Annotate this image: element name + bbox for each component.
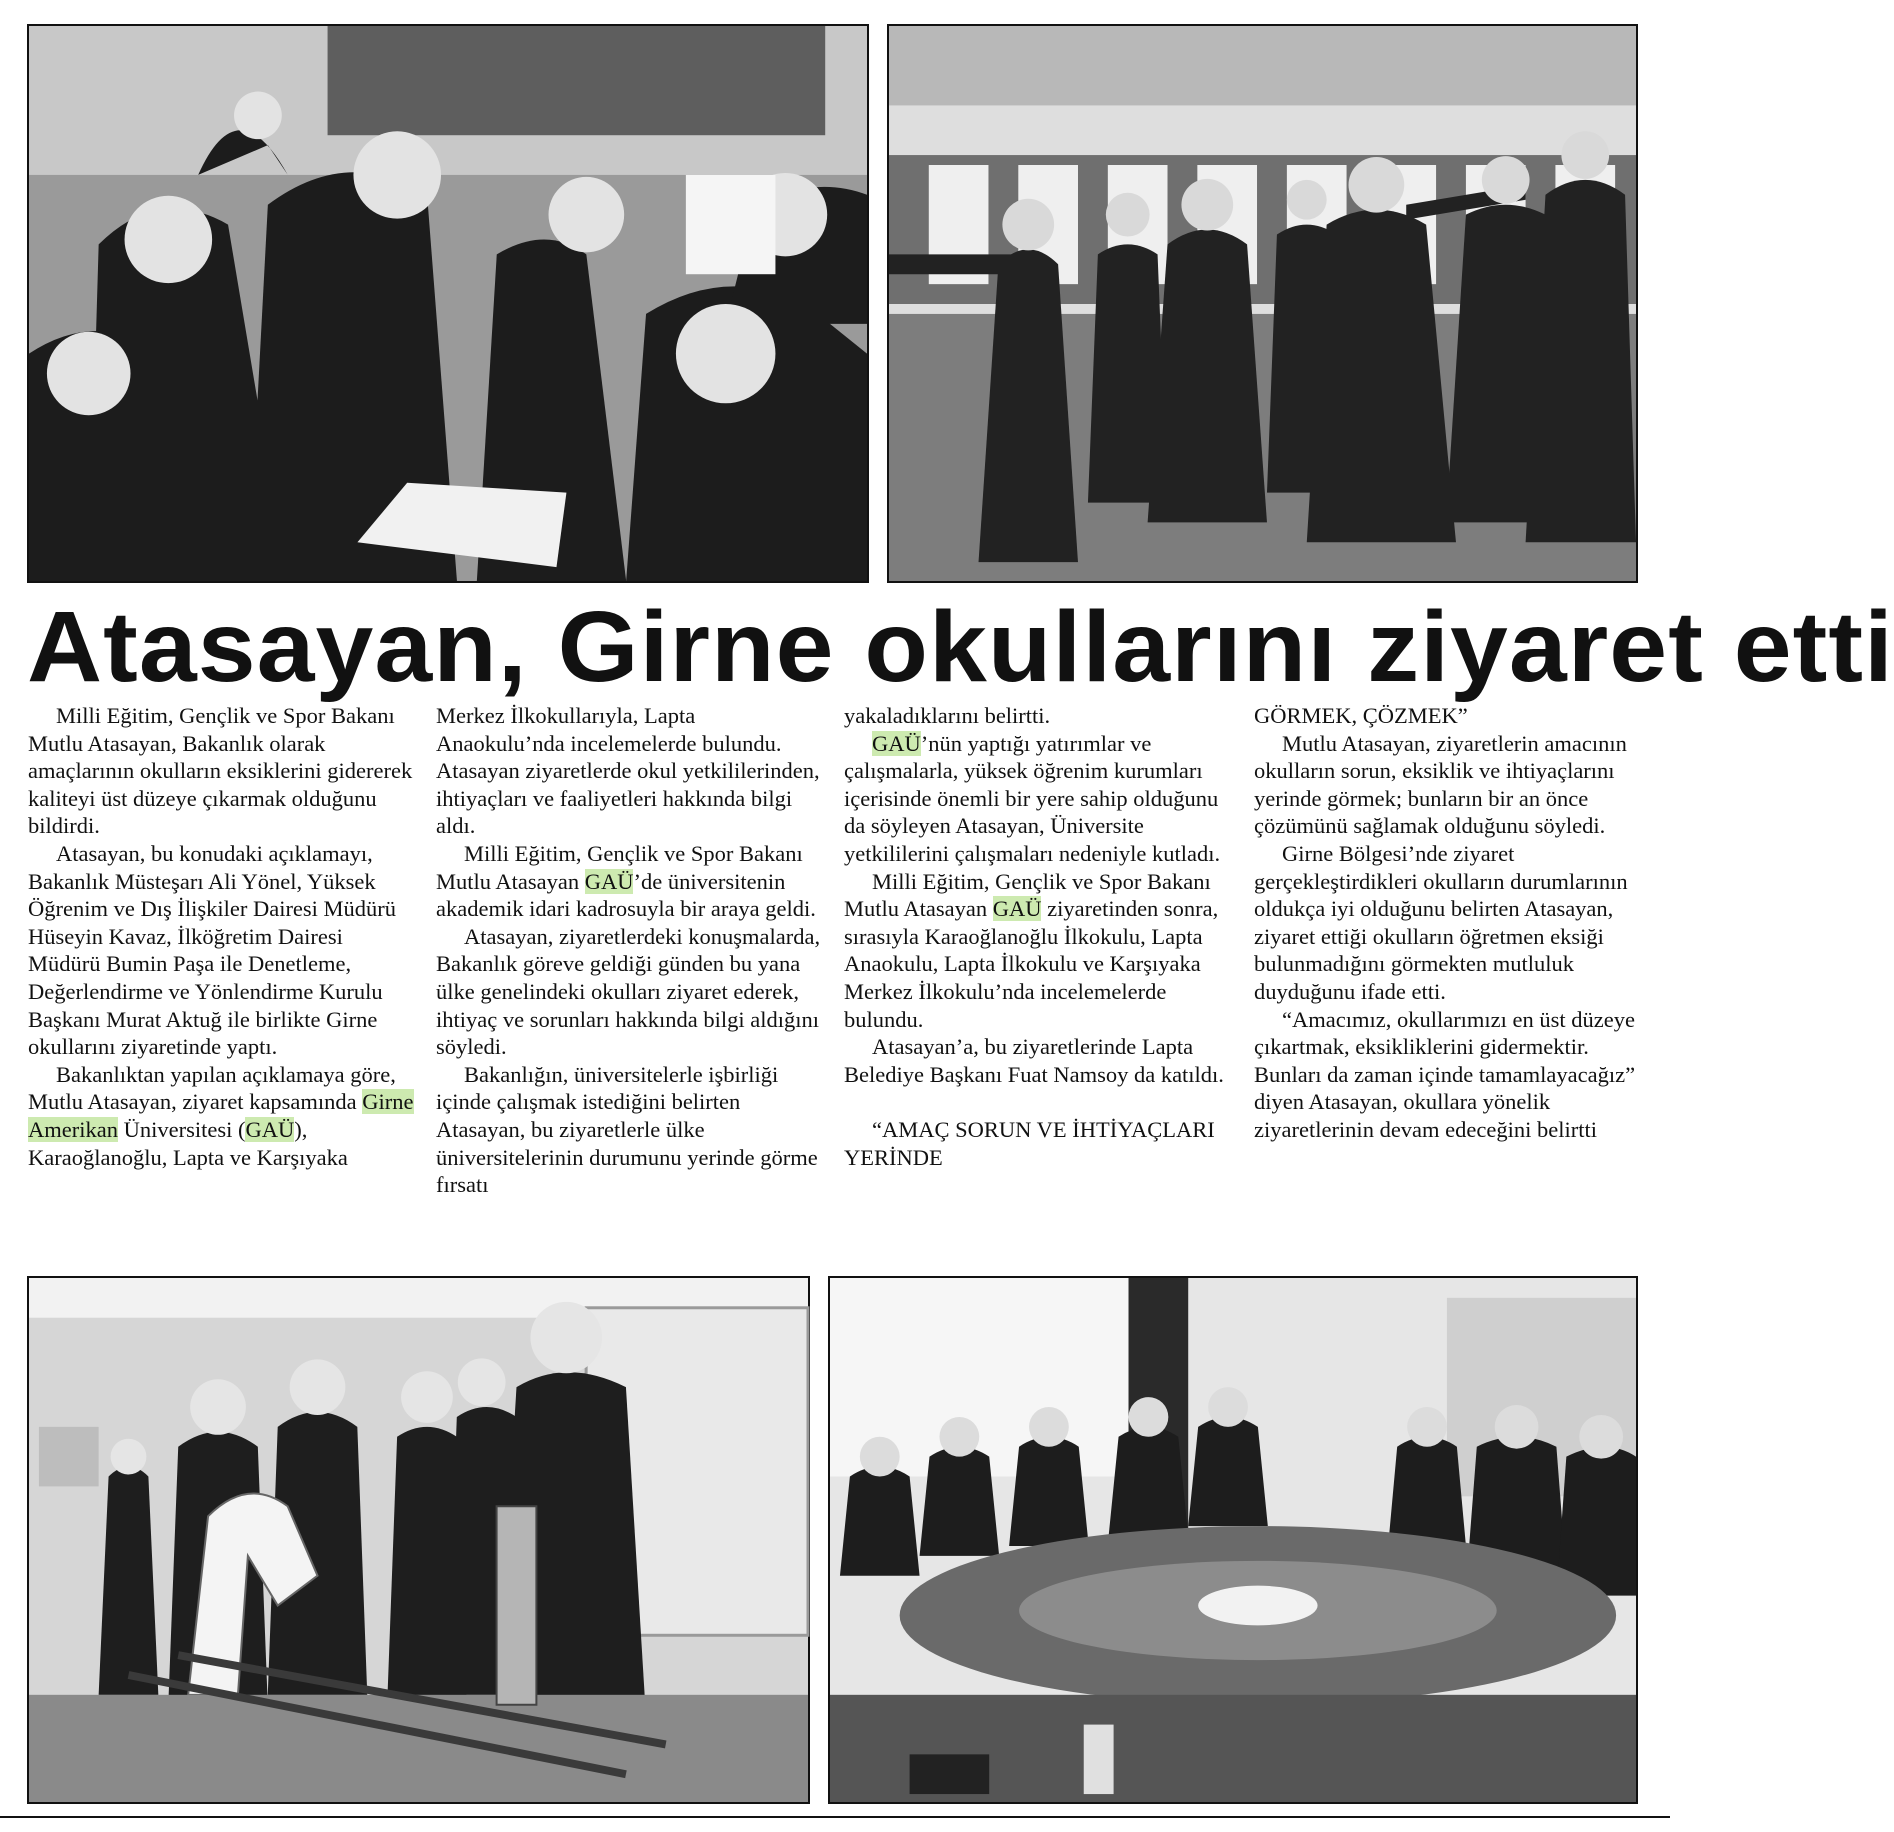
paragraph: Mutlu Atasayan, ziyaretlerin amacının okulların sorun, eksiklik ve ihtiyaçlarını yerinde görmek; bunların bir an önce çözümünü sağlamak olduğunu söyledi.: [1254, 730, 1627, 839]
article-column-4: [1254, 702, 1642, 1262]
text-run: Bakanlıktan yapılan açıklamaya göre, Mutlu Atasayan, ziyaret kapsamında: [28, 1061, 396, 1115]
photo-bottom-left-image: [29, 1278, 808, 1802]
article-column-3: [844, 702, 1232, 1262]
paragraph: [844, 868, 1232, 1034]
text-run: ziyaretinden sonra, sırasıyla Karaoğlanoğlu İlkokulu, Lapta Anaokulu, Lapta İlkokulu ve Karşıyaka Merkez İlkokulu’nda incelemelerde bulundu.: [844, 896, 1219, 1032]
paragraph: Atasayan’a, bu ziyaretlerinde Lapta Belediye Başkanı Fuat Namsoy da katıldı.: [844, 1034, 1224, 1087]
paragraph: Girne Bölgesi’nde ziyaret gerçekleştirdikleri okulların durumlarının oldukça iyi olduğunu belirten Atasayan, ziyaret ettiği okulların öğretmen eksiği bulunmadığını görmekten mutluluk duyduğunu ifade etti.: [1254, 840, 1628, 1004]
text-run: Milli Eğitim, Gençlik ve Spor Bakanı Mutlu Atasayan: [436, 840, 803, 894]
paragraph: Atasayan, ziyaretlerdeki konuşmalarda, Bakanlık göreve geldiği günden bu yana ülke genelindeki okulları ziyaret ederek, ihtiyaç ve sorunları hakkında bilgi aldığını söyledi.: [436, 923, 821, 1060]
text-run: Üniversitesi (: [117, 1116, 246, 1142]
highlight-gau: GAÜ: [992, 896, 1042, 922]
photo-robotics-lab-demonstration: [27, 1276, 810, 1804]
highlight-gau: GAÜ: [245, 1116, 295, 1142]
text-run: ), Karaoğlanoğlu, Lapta ve Karşıyaka: [28, 1116, 348, 1170]
photo-ministers-reviewing-brochure: [27, 24, 869, 583]
article-column-1: [28, 702, 416, 1262]
photo-delegation-on-campus-lawn: [887, 24, 1638, 583]
paragraph: [28, 1061, 416, 1171]
highlight-university-name: Girne Amerikan: [28, 1089, 414, 1142]
paragraph: Merkez İlkokullarıyla, Lapta Anaokulu’nda incelemelerde bulundu. Atasayan ziyaretlerde okul yetkililerinden, ihtiyaçları ve faaliyetleri hakkında bilgi aldı.: [436, 703, 820, 839]
subheading: “AMAÇ SORUN VE İHTİYAÇLARI YERİNDE: [844, 1116, 1215, 1170]
paragraph: yakaladıklarını belirtti.: [844, 703, 1051, 728]
paragraph: [436, 840, 824, 923]
paragraph: “Amacımız, okullarımızı en üst düzeye çıkartmak, eksikliklerini gidermektir. Bunları da zaman içinde tamamlayacağız” diyen Atasayan, okullara yönelik ziyaretlerinin devam edeceğini belirtti: [1254, 1006, 1636, 1142]
article-column-2: [436, 702, 824, 1262]
photo-meeting-room-conference-table: [828, 1276, 1638, 1804]
text-run: ’de üniversitenin akademik idari kadrosuyla bir araya geldi.: [436, 868, 816, 922]
photo-top-left-image: [29, 26, 867, 581]
paragraph: Atasayan, bu konudaki açıklamayı, Bakanlık Müsteşarı Ali Yönel, Yüksek Öğrenim ve Dış İlişkiler Dairesi Müdürü Hüseyin Kavaz, İlköğretim Dairesi Müdürü Bumin Paşa ile Denetleme, Değerlendirme ve Yönlendirme Kurulu Başkanı Murat Aktuğ ile birlikte Girne okullarını ziyaretinde yaptı.: [28, 840, 397, 1060]
text-run: Milli Eğitim, Gençlik ve Spor Bakanı Mutlu Atasayan: [844, 868, 1211, 922]
bottom-rule: [0, 1816, 1670, 1818]
paragraph: Bakanlığın, üniversitelerle işbirliği içinde çalışmak istediğini belirten Atasayan, bu ziyaretlerle ülke üniversitelerinin durumunu yerinde görme fırsatı: [436, 1061, 818, 1198]
photo-top-right-image: [889, 26, 1636, 581]
headline: Atasayan, Girne okullarını ziyaret etti: [27, 591, 1894, 703]
text-run: ’nün yaptığı yatırımlar ve çalışmalarla, yüksek öğrenim kurumları içerisinde önemli bir yere sahip olduğunu da söyleyen Atasayan, Üniversite yetkililerini çalışmaları nedeniyle kutladı.: [844, 730, 1221, 866]
subheading-continued: GÖRMEK, ÇÖZMEK”: [1254, 703, 1468, 728]
highlight-gau: GAÜ: [872, 730, 921, 756]
highlight-gau: GAÜ: [584, 868, 634, 894]
paragraph: [844, 730, 1232, 868]
photo-bottom-right-image: [830, 1278, 1636, 1802]
paragraph: Milli Eğitim, Gençlik ve Spor Bakanı Mutlu Atasayan, Bakanlık olarak amaçlarının okulların eksiklerini gidererek kaliteyi üst düzeye çıkarmak olduğunu bildirdi.: [28, 703, 413, 839]
